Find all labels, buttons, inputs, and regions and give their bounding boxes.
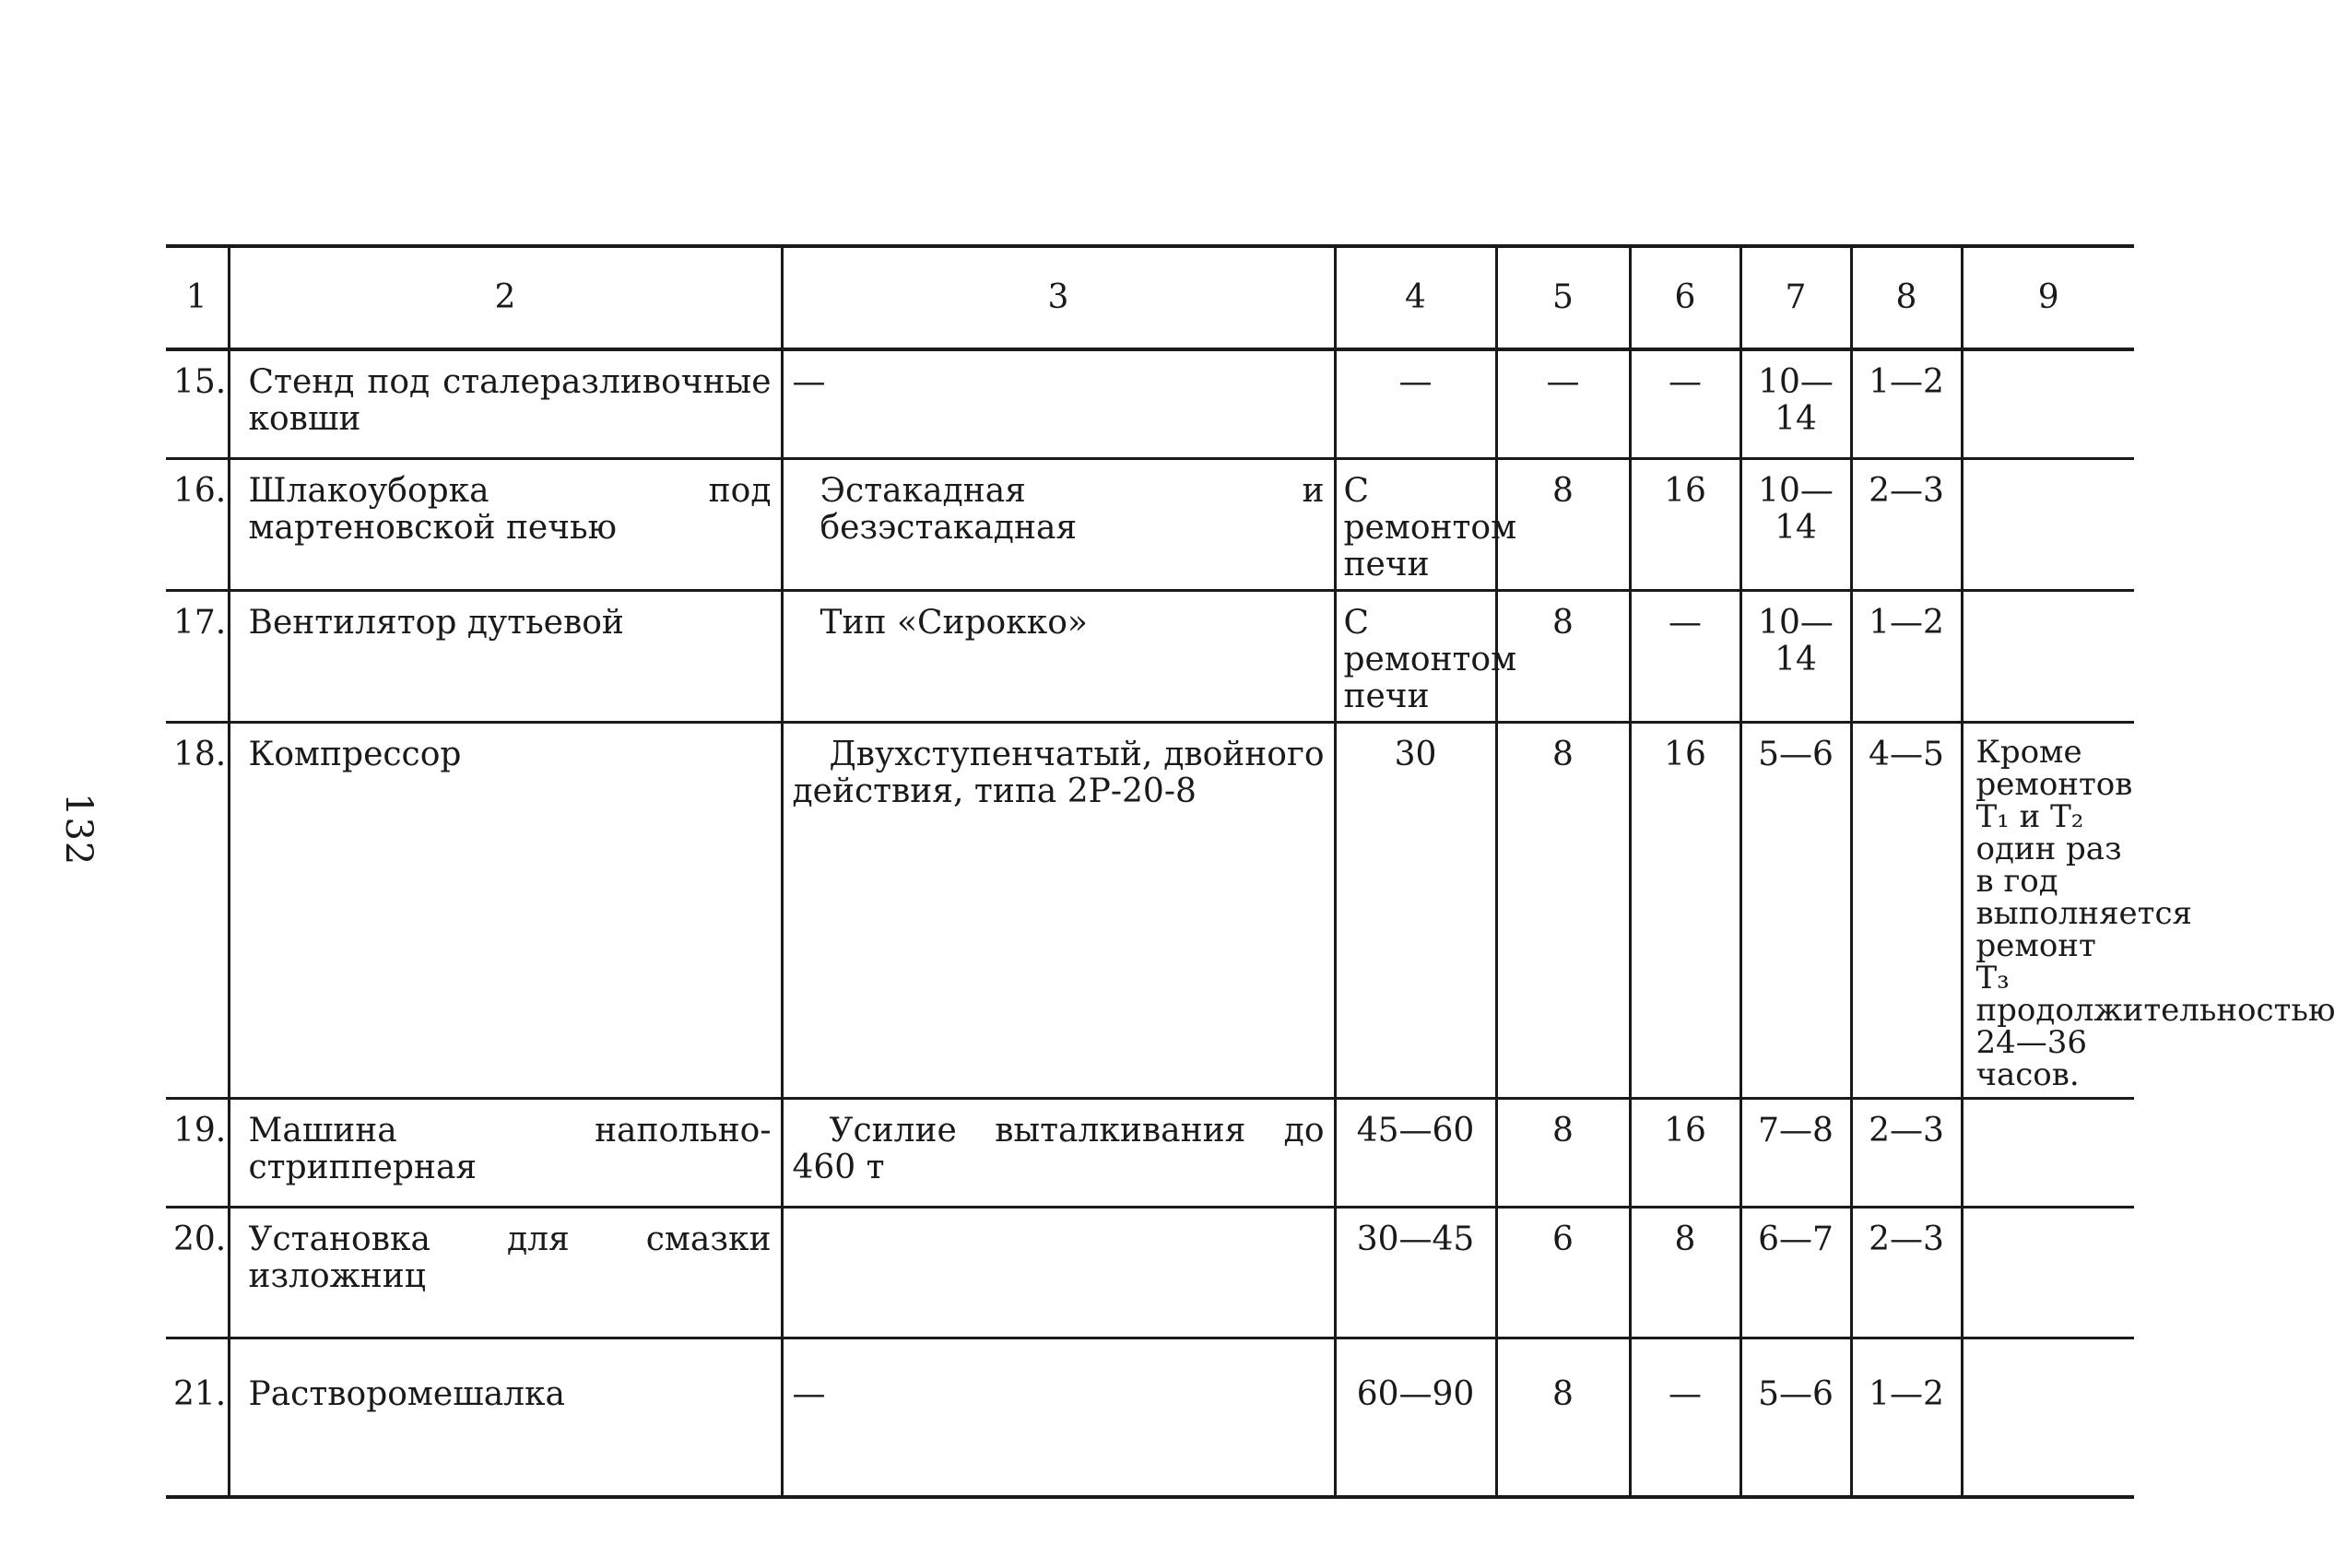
cell-col5: 6	[1496, 1207, 1630, 1338]
table-row	[166, 458, 2134, 590]
column-header: 7	[1740, 246, 1851, 349]
row-number: 19.	[166, 1098, 229, 1207]
table-row	[166, 1207, 2134, 1338]
equipment-type: Двухступенчатый, двойного действия, типа 2Р-20-8	[782, 722, 1335, 1098]
cell-col7: 10—14	[1740, 349, 1851, 458]
equipment-name: Машина напольно-стрипперная	[229, 1098, 782, 1207]
cell-col5: 8	[1496, 1098, 1630, 1207]
cell-col7: 5—6	[1740, 1338, 1851, 1497]
cell-col5: —	[1496, 349, 1630, 458]
cell-col5: 8	[1496, 722, 1630, 1098]
row-number: 18.	[166, 722, 229, 1098]
cell-col5: 8	[1496, 1338, 1630, 1497]
cell-note	[1962, 1207, 2134, 1338]
cell-col4: —	[1335, 349, 1496, 458]
cell-col4: 30—45	[1335, 1207, 1496, 1338]
cell-note	[1962, 349, 2134, 458]
table-row	[166, 349, 2134, 458]
equipment-type: Усилие выталкивания до 460 т	[782, 1098, 1335, 1207]
cell-col4: 30	[1335, 722, 1496, 1098]
equipment-type	[782, 1207, 1335, 1338]
repair-schedule-table	[166, 244, 2335, 1499]
cell-col6: —	[1630, 1338, 1740, 1497]
data-table	[166, 244, 2335, 1499]
cell-note: Кроме ремонтов T₁ и T₂ один раз в год выполняется ремонт T₃ продолжительностью 24—36 часов.	[1962, 722, 2134, 1098]
column-header: 6	[1630, 246, 1740, 349]
equipment-name: Вентилятор дутьевой	[229, 590, 782, 722]
cell-col6: —	[1630, 590, 1740, 722]
column-header: 3	[782, 246, 1335, 349]
cell-col6: 16	[1630, 1098, 1740, 1207]
cell-col6: 16	[1630, 722, 1740, 1098]
equipment-name: Шлакоуборка под мартеновской печью	[229, 458, 782, 590]
table-row	[166, 722, 2134, 1098]
cell-col7: 10—14	[1740, 590, 1851, 722]
column-header: 4	[1335, 246, 1496, 349]
row-number: 20.	[166, 1207, 229, 1338]
cell-col4: 60—90	[1335, 1338, 1496, 1497]
cell-col4: С ремонтом печи	[1335, 590, 1496, 722]
column-header: 8	[1851, 246, 1962, 349]
cell-col6: —	[1630, 349, 1740, 458]
cell-col4: С ремонтом печи	[1335, 458, 1496, 590]
header-row	[166, 246, 2134, 349]
cell-col5: 8	[1496, 590, 1630, 722]
column-header: 2	[229, 246, 782, 349]
equipment-type: Тип «Сирокко»	[782, 590, 1335, 722]
column-header: 5	[1496, 246, 1630, 349]
table-row	[166, 1098, 2134, 1207]
equipment-name: Установка для смазки изложниц	[229, 1207, 782, 1338]
cell-col8: 2—3	[1851, 1098, 1962, 1207]
equipment-type: Эстакадная и безэстакадная	[782, 458, 1335, 590]
row-number: 21.	[166, 1338, 229, 1497]
cell-note	[1962, 1338, 2134, 1497]
row-number: 17.	[166, 590, 229, 722]
cell-note	[1962, 1098, 2134, 1207]
column-header: 1	[166, 246, 229, 349]
cell-col5: 8	[1496, 458, 1630, 590]
cell-col8: 4—5	[1851, 722, 1962, 1098]
cell-col8: 1—2	[1851, 349, 1962, 458]
cell-col8: 1—2	[1851, 590, 1962, 722]
cell-col6: 8	[1630, 1207, 1740, 1338]
cell-col8: 2—3	[1851, 1207, 1962, 1338]
equipment-name: Растворомешалка	[229, 1338, 782, 1497]
cell-col7: 6—7	[1740, 1207, 1851, 1338]
cell-col7: 7—8	[1740, 1098, 1851, 1207]
cell-col8: 1—2	[1851, 1338, 1962, 1497]
row-number: 15.	[166, 349, 229, 458]
row-number: 16.	[166, 458, 229, 590]
equipment-name: Компрессор	[229, 722, 782, 1098]
cell-col7: 10—14	[1740, 458, 1851, 590]
cell-col8: 2—3	[1851, 458, 1962, 590]
equipment-name: Стенд под сталеразливочные ковши	[229, 349, 782, 458]
cell-col7: 5—6	[1740, 722, 1851, 1098]
cell-col4: 45—60	[1335, 1098, 1496, 1207]
table-row	[166, 1338, 2134, 1497]
cell-col6: 16	[1630, 458, 1740, 590]
cell-note	[1962, 590, 2134, 722]
cell-note	[1962, 458, 2134, 590]
equipment-type: —	[782, 349, 1335, 458]
column-header: 9	[1962, 246, 2134, 349]
table-row	[166, 590, 2134, 722]
equipment-type: —	[782, 1338, 1335, 1497]
page-number: 132	[57, 793, 100, 867]
